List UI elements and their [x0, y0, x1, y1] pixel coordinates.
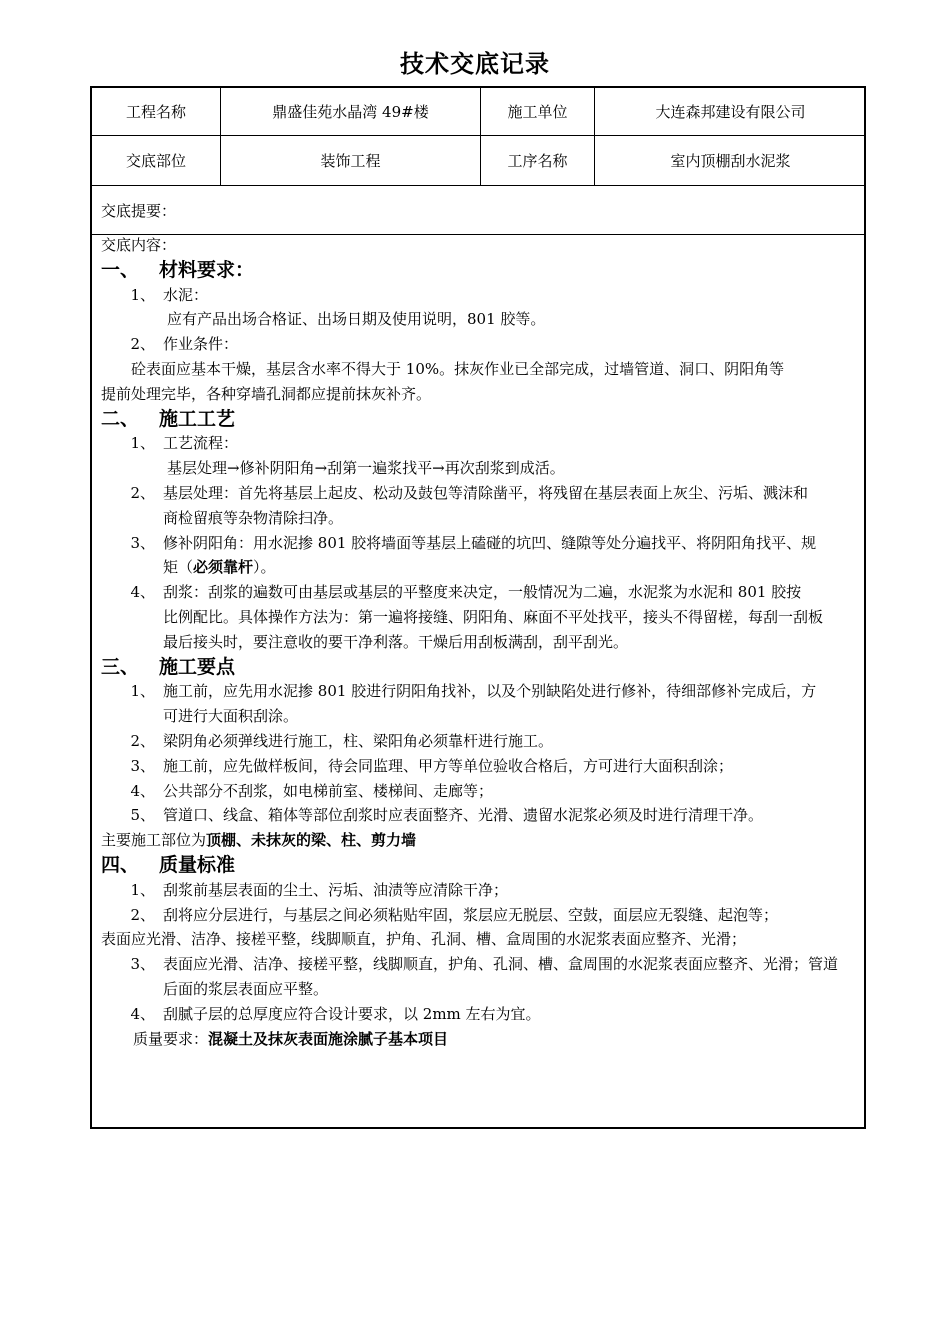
list-item-detail: 表面应光滑、洁净、接槎平整，线脚顺直，护角、孔洞、槽、盒周围的水泥浆表面应整齐、光滑；	[101, 930, 747, 949]
record-table	[90, 86, 866, 1129]
list-item: 1、 刮浆前基层表面的尘土、污垢、油渍等应清除干净；	[130, 880, 509, 899]
list-item: 2、 梁阴角必须弹线进行施工，柱、梁阳角必须靠杆进行施工。	[130, 731, 554, 750]
section-heading-process: 二、 施工工艺	[101, 407, 236, 430]
list-item: 3、 表面应光滑、洁净、接槎平整，线脚顺直，护角、孔洞、槽、盒周围的水泥浆表面应整齐、光滑；管道 后面的浆层表面应平整。	[130, 955, 839, 998]
construction-unit-value: 大连森邦建设有限公司	[655, 103, 806, 121]
section-heading-quality: 四、 质量标准	[101, 853, 236, 876]
summary-label: 交底提要：	[101, 201, 177, 220]
list-item: 2、 作业条件：	[130, 335, 239, 354]
main-parts-note: 主要施工部位为顶棚、未抹灰的梁、柱、剪力墙	[101, 831, 417, 850]
row-divider	[92, 185, 864, 186]
list-item-detail: 基层处理→修补阴阳角→刮第一遍浆找平→再次刮浆到成活。	[167, 459, 565, 478]
handover-part-label: 交底部位	[125, 152, 186, 170]
content-label: 交底内容：	[101, 236, 177, 254]
quality-requirement-note: 质量要求：混凝土及抹灰表面施涂腻子基本项目	[133, 1029, 449, 1048]
document-title: 技术交底记录	[400, 50, 550, 78]
section-heading-key-points: 三、 施工要点	[101, 655, 236, 678]
process-name-value: 室内顶棚刮水泥浆	[670, 152, 791, 170]
list-item: 4、 公共部分不刮浆，如电梯前室、楼梯间、走廊等；	[130, 781, 494, 800]
list-item-detail: 提前处理完毕，各种穿墙孔洞都应提前抹灰补齐。	[101, 384, 432, 403]
list-item-detail: 应有产品出场合格证、出场日期及使用说明，801 胶等。	[167, 310, 546, 329]
list-item: 3、 施工前，应先做样板间，待会同监理、甲方等单位验收合格后，方可进行大面积刮涂；	[130, 756, 734, 775]
project-name-value: 鼎盛佳苑水晶湾 49#楼	[272, 103, 429, 121]
list-item: 1、 水泥：	[130, 285, 209, 304]
section-heading-materials: 一、 材料要求：	[101, 258, 255, 281]
list-item: 4、 刮浆：刮浆的遍数可由基层或基层的平整度来决定，一般情况为二遍，水泥浆为水泥和 801 胶按 比例配比。具体操作方法为：第一遍将接缝、阴阳角、麻面不平处找平，接头不得留槎，每刮一刮板 最后接头时，要注意收的要干净利落。干燥后用刮板满刮，刮平刮光。	[130, 583, 824, 651]
list-item: 2、 刮将应分层进行，与基层之间必须粘贴牢固，浆层应无脱层、空鼓，面层应无裂缝、起泡等；	[130, 905, 779, 924]
list-item: 1、 工艺流程：	[130, 434, 239, 453]
list-item: 1、 施工前，应先用水泥掺 801 胶进行阴阳角找补，以及个别缺陷处进行修补，待细部修补完成后，方 可进行大面积刮涂。	[130, 682, 817, 726]
list-item: 3、 修补阴阳角：用水泥掺 801 胶将墙面等基层上磕碰的坑凹、缝隙等处分遍找平、将阴阳角找平、规 矩（必须靠杆）。	[130, 533, 817, 577]
construction-unit-label: 施工单位	[507, 103, 568, 121]
list-item-detail: 砼表面应基本干燥，基层含水率不得大于 10%。抹灰作业已全部完成，过墙管道、洞口、阴阳角等	[131, 359, 785, 378]
handover-part-value: 装饰工程	[320, 152, 381, 170]
list-item: 4、 刮腻子层的总厚度应符合设计要求，以 2mm 左右为宜。	[130, 1004, 541, 1023]
project-name-label: 工程名称	[125, 103, 186, 121]
list-item: 2、 基层处理：首先将基层上起皮、松动及鼓包等清除凿平，将残留在基层表面上灰尘、污垢、溅沫和 商检留痕等杂物清除扫净。	[130, 483, 809, 527]
list-item: 5、 管道口、线盒、箱体等部位刮浆时应表面整齐、光滑、遗留水泥浆必须及时进行清理干净。	[130, 806, 764, 825]
process-name-label: 工序名称	[507, 152, 568, 170]
handover-content	[101, 233, 856, 1051]
